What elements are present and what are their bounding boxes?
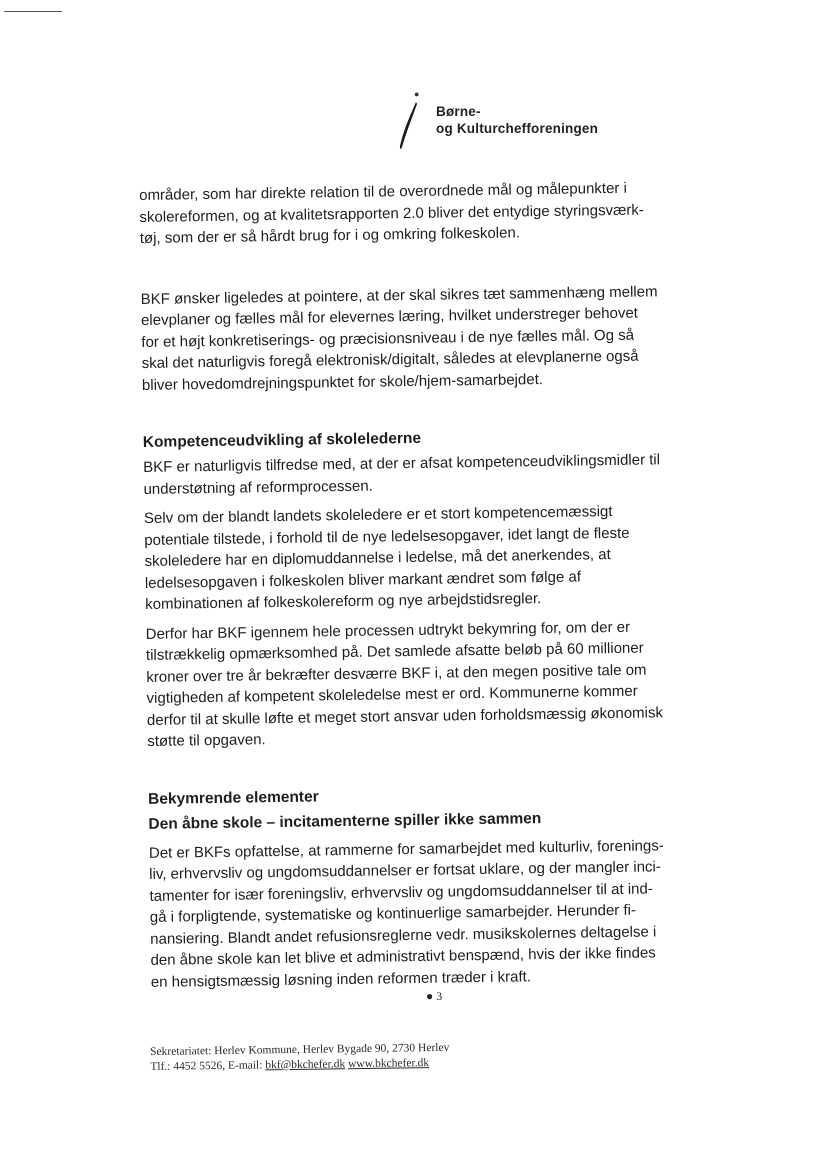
text-line: liv, erhvervsliv og ungdomsuddannelser er fortsat uklare, og der mangler inci- [149,858,661,883]
text-line: tamenter for især foreningsliv, erhvervsliv og ungdomsuddannelser til at ind- [149,879,653,905]
text-line: vigtigheden af kompetent skoleledelse mest er ord. Kommunerne kommer [146,682,638,707]
text-line: elevplaner og fælles mål for elevernes læring, hvilket understreger behovet [140,304,639,329]
paragraph-leadership-potential [144,499,734,615]
paragraph-open-school [149,834,739,993]
text-line: den åbne skole kan let blive et administrativt benspænd, hvis der ikke findes [150,944,656,969]
text-line: potentiale tilstede, i forhold til de nye ledelsesopgaver, idet langt de fleste [144,524,630,549]
text-line: områder, som har direkte relation til de overordnede mål og målepunkter i [139,179,627,204]
text-line: skal det naturligvis foregå elektronisk/digitalt, således at elevplanerne også [141,347,639,372]
email-link[interactable]: bkf@bkchefer.dk [265,1058,346,1072]
text-line: tøj, som der er så hårdt brug for i og omkring folkeskolen. [139,224,521,247]
logo-registered-mark: ● [414,89,420,99]
footer-phone: Tlf.: 4452 5526, E-mail: [150,1059,266,1073]
paragraph-concern-funding [146,615,736,753]
letter-body [139,176,739,993]
text-line: BKF er naturligvis tilfredse med, at der er afsat kompetenceudviklingsmidler til [143,451,661,476]
text-line: nansiering. Blandt andet refusionsreglerne vedr. musikskolernes deltagelse i [150,922,657,948]
text-line: en hensigtsmæssig løsning inden reformen træder i kraft. [150,967,532,991]
text-line: understøtning af reformprocessen. [143,477,373,498]
footer-contact [150,1056,449,1075]
paragraph-student-plans [141,280,731,396]
page-number-value: 3 [436,989,443,1003]
organization-name [436,103,598,137]
footer [150,1041,450,1075]
text-line: for et højt konkretiserings- og præcisionsniveau i de nye fælles mål. Og så [141,326,635,351]
text-line: BKF ønsker ligeledes at pointere, at der skal sikres tæt sammenhæng mellem [140,282,658,308]
organization-name-line2: og Kulturchefforeningen [436,121,599,136]
text-line: gå i forpligtende, systematiske og kontinuerlige samarbejder. Herunder fi- [149,901,637,926]
text-line: kombinationen af folkeskolereform og nye arbejdstidsregler. [145,590,542,613]
text-line: bliver hovedomdrejningspunktet for skole/hjem-samarbejdet. [141,370,544,394]
text-line: støtte til opgaven. [147,731,266,750]
section-heading-concerns: Bekymrende elementer [147,787,319,808]
text-line: Derfor har BKF igennem hele processen udtrykt bekymring for, om der er [145,618,631,643]
text-line: derfor til at skulle løfte et meget stort ansvar uden forholdsmæssig økonomisk [146,703,664,729]
logo-brush-stroke-icon [394,100,420,152]
scan-edge-mark [4,11,62,12]
text-line: Det er BKFs opfattelse, at rammerne for samarbejdet med kulturliv, forenings- [148,836,664,862]
footer-address: Sekretariatet: Herlev Kommune, Herlev Bygade 90, 2730 Herlev [150,1041,450,1058]
text-line: skolereformen, og at kvalitetsrapporten 2.0 bliver det entydige styringsværk- [139,201,644,226]
organization-name-line1: Børne- [436,104,481,119]
page-number: ● 3 [426,989,443,1003]
text-line: tilstrækkelig opmærksomhed på. Det samlede afsatte beløb på 60 millioner [145,639,644,664]
text-line: skoleledere har en diplomuddannelse i ledelse, må det anerkendes, at [144,546,611,570]
text-line: Selv om der blandt landets skoleledere er et stort kompetencemæssigt [143,503,613,527]
website-link[interactable]: www.bkchefer.dk [347,1057,430,1071]
subsection-heading-open-school: Den åbne skole – incitamenterne spiller ikke sammen [148,809,542,833]
text-line: kroner over tre år bekræfter desværre BKF i, at den megen positive tale om [146,661,647,686]
text-line: ledelsesopgaven i folkeskolen bliver markant ændret som følge af [144,567,582,592]
paragraph-quality-report [139,176,728,249]
section-heading-competence: Kompetenceudvikling af skolelederne [142,429,422,451]
